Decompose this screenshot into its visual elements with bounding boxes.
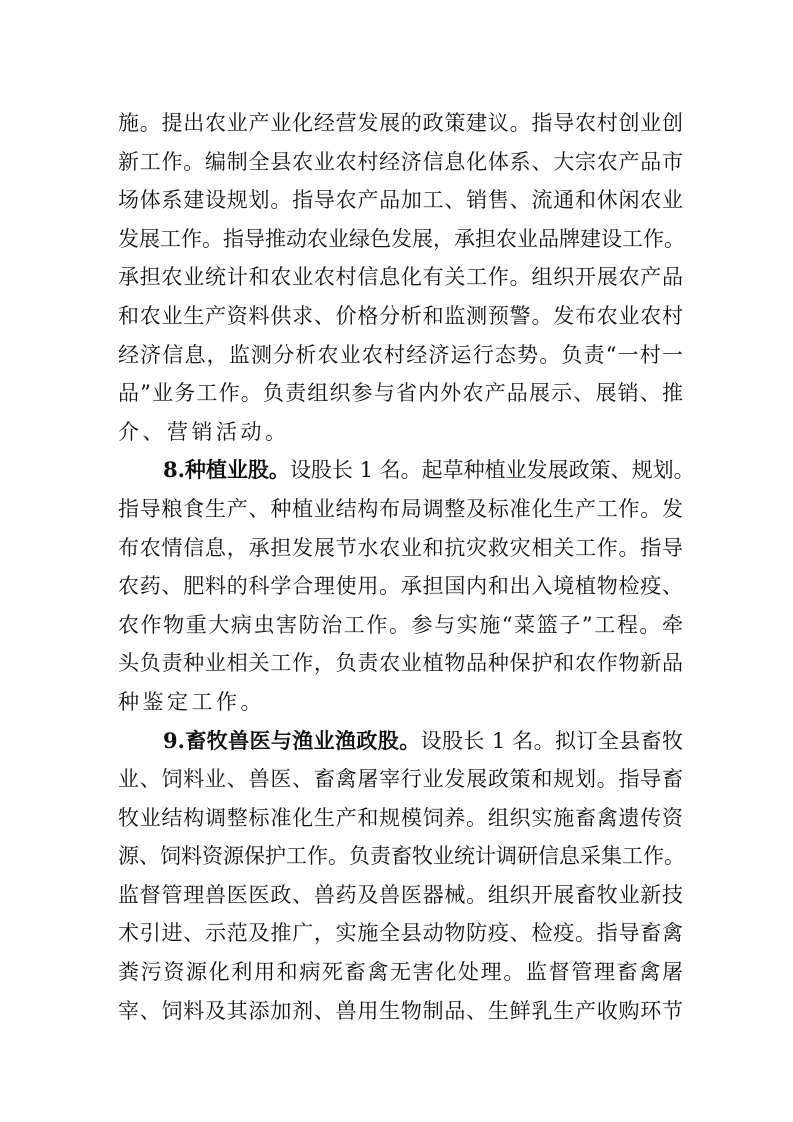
text-line: 宰、饲料及其添加剂、兽用生物制品、生鲜乳生产收购环节 xyxy=(118,998,683,1023)
paragraph-livestock-fishery-section xyxy=(118,722,683,1031)
text-line: 业、饲料业、兽医、畜禽屠宰行业发展政策和规划。指导畜 xyxy=(118,767,683,792)
text-span: 设股长 1 名。拟订全县畜牧 xyxy=(420,728,683,753)
text-line: 新工作。编制全县农业农村经济信息化体系、大宗农产品市 xyxy=(118,149,683,174)
text-line: 布农情信息，承担发展节水农业和抗灾救灾相关工作。指导 xyxy=(118,535,683,560)
text-line: 和农业生产资料供求、价格分析和监测预警。发布农业农村 xyxy=(118,303,683,328)
section-heading-line xyxy=(118,722,683,761)
text-line: 品”业务工作。负责组织参与省内外农产品展示、展销、推 xyxy=(118,381,683,406)
text-line: 农作物重大病虫害防治工作。参与实施“菜篮子”工程。牵 xyxy=(118,612,683,637)
text-span: 设股长 1 名。起草种植业发展政策、规划。 xyxy=(289,458,695,483)
section-heading: 8.种植业股。 xyxy=(163,457,290,483)
text-line: 发展工作。指导推动农业绿色发展，承担农业品牌建设工作。 xyxy=(118,226,685,251)
text-line: 指导粮食生产、种植业结构布局调整及标准化生产工作。发 xyxy=(118,496,683,521)
section-heading: 9.畜牧兽医与渔业渔政股。 xyxy=(163,727,421,753)
text-line: 承担农业统计和农业农村信息化有关工作。组织开展农产品 xyxy=(118,265,683,290)
text-line: 种鉴定工作。 xyxy=(118,689,265,714)
text-line: 监督管理兽医医政、兽药及兽医器械。组织开展畜牧业新技 xyxy=(118,882,683,907)
text-line: 术引进、示范及推广，实施全县动物防疫、检疫。指导畜禽 xyxy=(118,921,683,946)
text-line: 施。提出农业产业化经营发展的政策建议。指导农村创业创 xyxy=(118,111,683,135)
text-line: 介、营销活动。 xyxy=(118,419,290,444)
paragraph-marketing-duties xyxy=(118,104,683,451)
section-heading-line xyxy=(118,451,695,490)
document-page xyxy=(118,104,695,1030)
text-line: 农药、肥料的科学合理使用。承担国内和出入境植物检疫、 xyxy=(118,574,683,599)
paragraph-planting-section xyxy=(118,451,695,721)
text-line: 牧业结构调整标准化生产和规模饲养。组织实施畜禽遗传资 xyxy=(118,805,683,830)
text-line: 场体系建设规划。指导农产品加工、销售、流通和休闲农业 xyxy=(118,188,683,213)
text-line: 源、饲料资源保护工作。负责畜牧业统计调研信息采集工作。 xyxy=(118,844,685,869)
text-line: 粪污资源化利用和病死畜禽无害化处理。监督管理畜禽屠 xyxy=(118,960,683,985)
text-line: 经济信息，监测分析农业农村经济运行态势。负责“一村一 xyxy=(118,342,683,367)
text-line: 头负责种业相关工作，负责农业植物品种保护和农作物新品 xyxy=(118,651,683,676)
